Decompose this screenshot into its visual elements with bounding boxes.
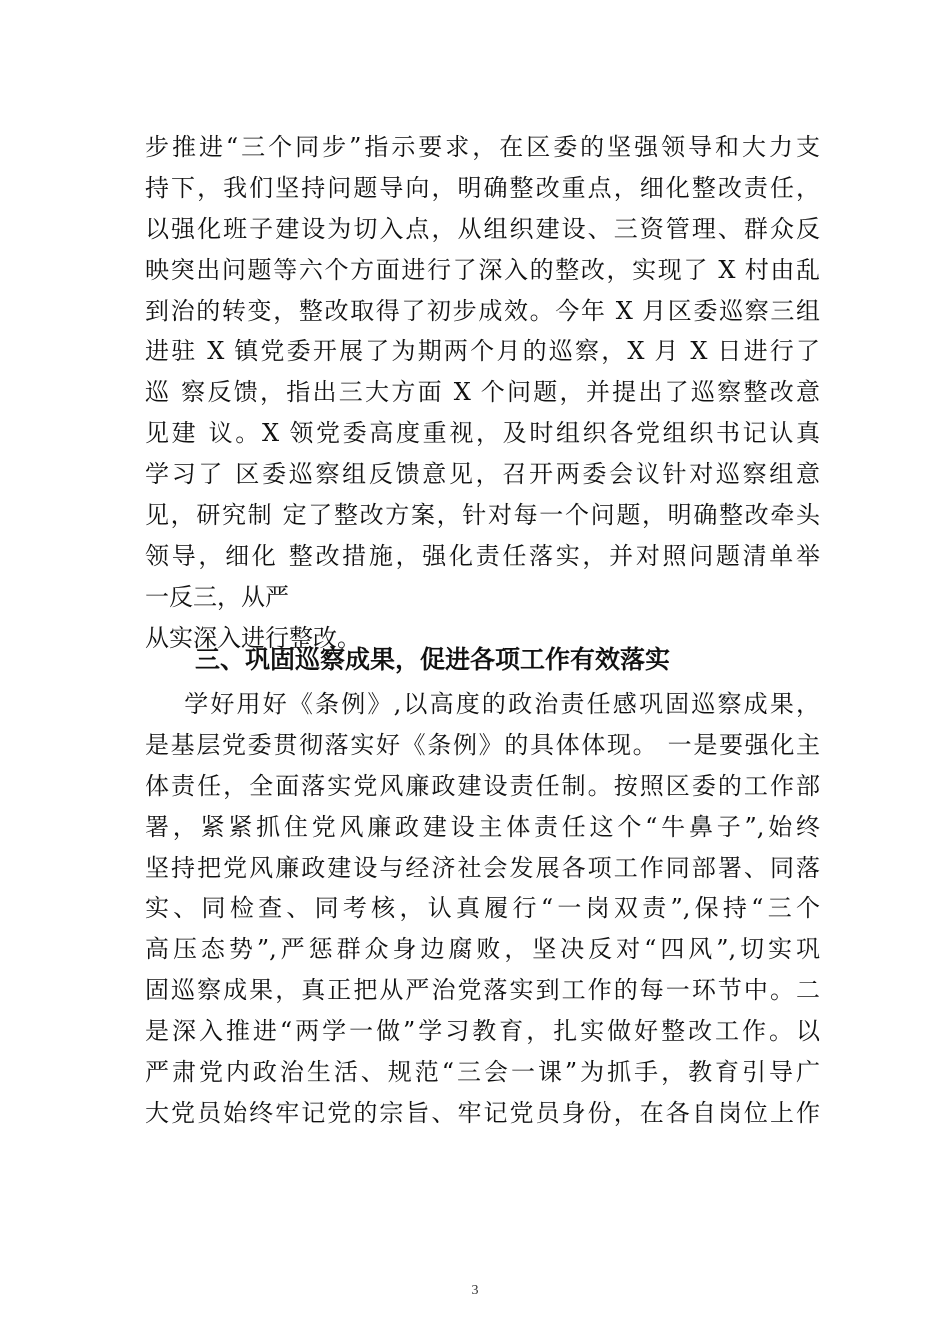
text-line: 步推进“三个同步”指示要求，在区委的坚强领导和大力支: [145, 133, 820, 161]
text-line: 是深入推进“两学一做”学习教育，扎实做好整改工作。以: [145, 1017, 820, 1046]
text-line: 一反三，从严: [145, 582, 289, 611]
text-line: 实、同检查、同考核，认真履行“一岗双责”,保持“三个: [145, 894, 820, 923]
text-line: 见建 议。X 领党委高度重视，及时组织各党组织书记认真: [145, 419, 820, 448]
text-line: 体责任，全面落实党风廉政建设责任制。按照区委的工作部: [145, 771, 820, 800]
text-line: 学好用好《条例》,以高度的政治责任感巩固巡察成果，: [145, 690, 820, 718]
paragraph-continuation: [145, 127, 820, 659]
text-line: 学习了 区委巡察组反馈意见，召开两委会议针对巡察组意: [145, 460, 820, 489]
text-line: 署，紧紧抓住党风廉政建设主体责任这个“牛鼻子”,始终: [145, 812, 820, 841]
text-line: 高压态势”,严惩群众身边腐败，坚决反对“四风”,切实巩: [145, 935, 820, 964]
text-line: 从实深入进行整改。: [145, 623, 361, 652]
text-line: 是基层党委贯彻落实好《条例》的具体体现。 一是要强化主: [145, 730, 820, 759]
text-line: 映突出问题等六个方面进行了深入的整改，实现了 X 村由乱: [145, 255, 820, 284]
text-line: 巡 察反馈，指出三大方面 X 个问题，并提出了巡察整改意: [145, 378, 820, 407]
text-line: 严肃党内政治生活、规范“三会一课”为抓手，教育引导广: [145, 1058, 820, 1087]
text-line: 见，研究制 定了整改方案，针对每一个问题，明确整改牵头: [145, 501, 820, 530]
text-line: 坚持把党风廉政建设与经济社会发展各项工作同部署、同落: [145, 853, 820, 882]
paragraph-body: [145, 684, 820, 1134]
section-heading: 三、巩固巡察成果，促进各项工作有效落实: [195, 645, 671, 674]
page-number: 3: [471, 1283, 479, 1298]
text-line: 领导，细化 整改措施，强化责任落实，并对照问题清单举: [145, 541, 820, 570]
text-line: 以强化班子建设为切入点，从组织建设、三资管理、群众反: [145, 214, 820, 243]
text-line: 进驻 X 镇党委开展了为期两个月的巡察，X 月 X 日进行了: [145, 337, 820, 366]
text-line: 大党员始终牢记党的宗旨、牢记党员身份，在各自岗位上作: [145, 1098, 820, 1127]
text-line: 到治的转变，整改取得了初步成效。今年 X 月区委巡察三组: [145, 296, 820, 325]
text-line: 持下，我们坚持问题导向，明确整改重点，细化整改责任，: [145, 173, 820, 202]
text-line: 固巡察成果，真正把从严治党落实到工作的每一环节中。二: [145, 976, 820, 1005]
